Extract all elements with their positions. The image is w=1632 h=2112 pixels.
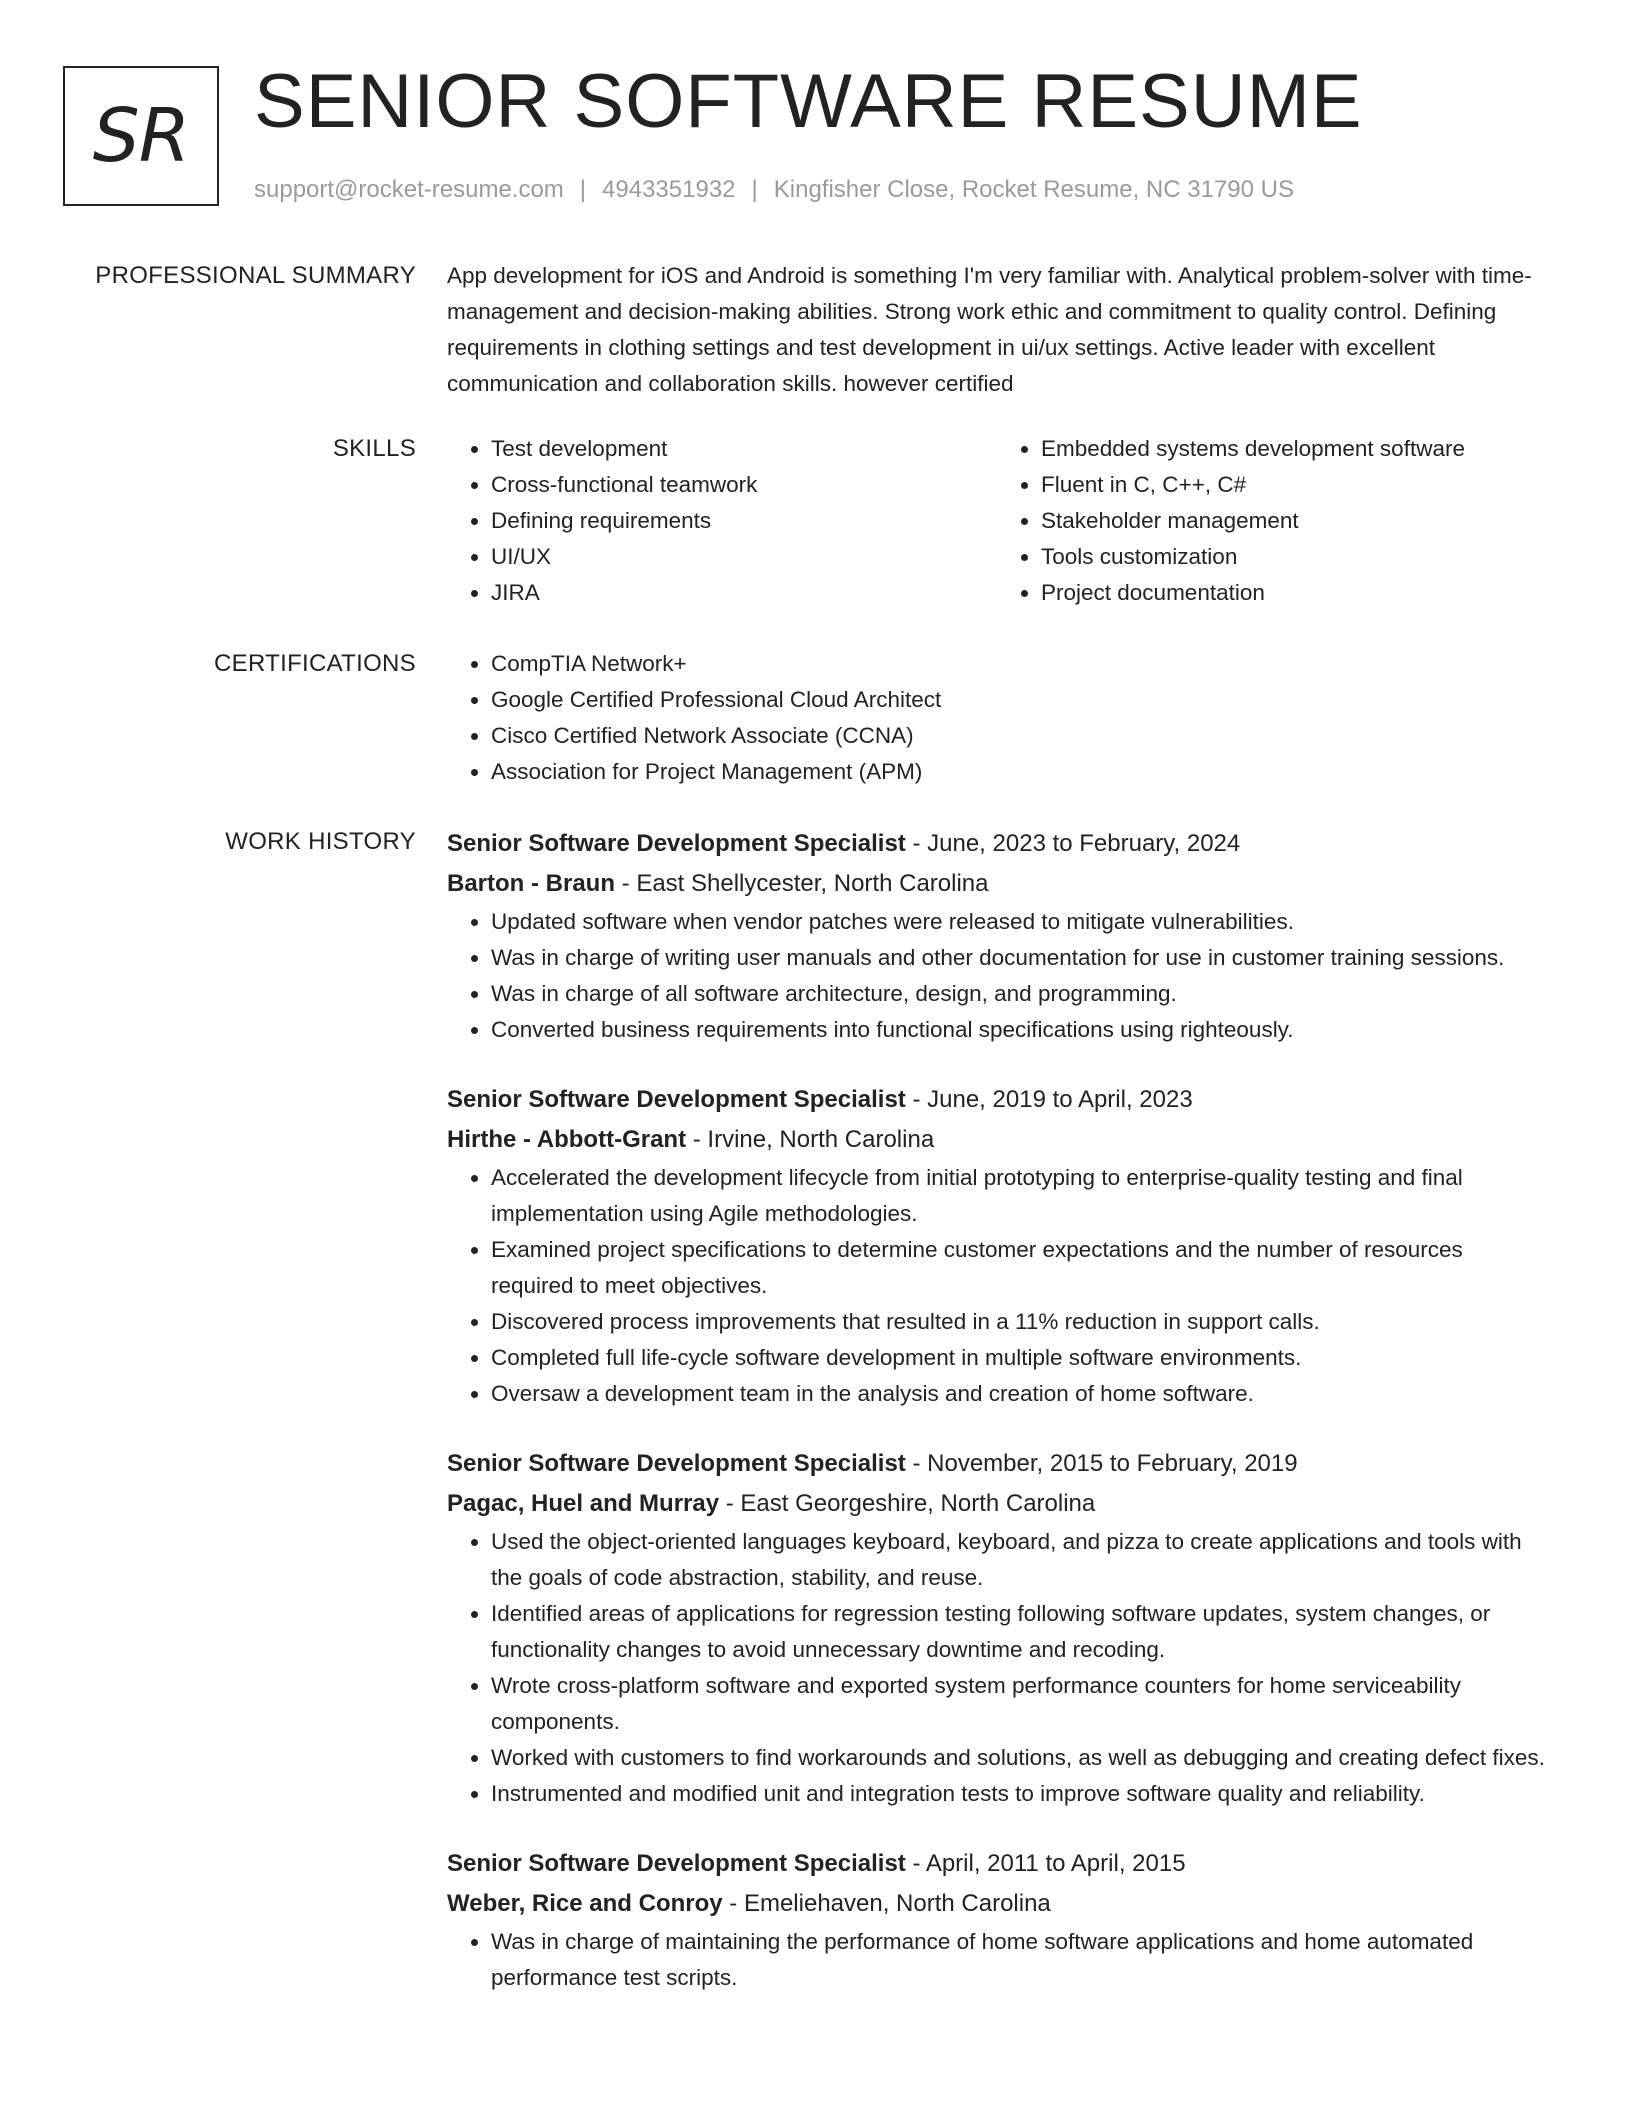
resume-title: SENIOR SOFTWARE RESUME (254, 59, 1363, 144)
job-bullet: • Accelerated the development lifecycle from initial prototyping to enterprise-quality testing and final implementation using Agile methodologies. (491, 1160, 1547, 1232)
job-role: Senior Software Development Specialist (447, 1850, 906, 1877)
contact-email: support@rocket-resume.com (254, 176, 564, 203)
monogram-badge (63, 66, 219, 206)
job-company-line (447, 1120, 1547, 1160)
job-dates: - June, 2019 to April, 2023 (905, 1086, 1193, 1113)
contact-separator: | (751, 176, 758, 203)
skills-list-right (997, 431, 1547, 611)
job-role-line (447, 1844, 1547, 1884)
section-title-summary: PROFESSIONAL SUMMARY (95, 262, 416, 289)
certification-item: • Association for Project Management (APM) (491, 754, 1547, 790)
job-bullet: • Used the object-oriented languages keyboard, keyboard, and pizza to create applications and tools with the goals of code abstraction, stability, and reuse. (491, 1524, 1547, 1596)
skill-item: • Embedded systems development software (1041, 431, 1547, 467)
skill-item: • Project documentation (1041, 575, 1547, 611)
job-bullet: • Was in charge of maintaining the performance of home software applications and home automated performance test scripts. (491, 1924, 1547, 1996)
skill-item: • Stakeholder management (1041, 503, 1547, 539)
section-title-skills: SKILLS (332, 435, 416, 462)
job-bullet: • Examined project specifications to determine customer expectations and the number of resources required to meet objectives. (491, 1232, 1547, 1304)
job-location: - East Georgeshire, North Carolina (719, 1490, 1096, 1517)
job-location: - Irvine, North Carolina (686, 1126, 935, 1153)
job-bullet: • Was in charge of writing user manuals and other documentation for use in customer training sessions. (491, 940, 1547, 976)
job-dates: - November, 2015 to February, 2019 (905, 1450, 1298, 1477)
job-role-line (447, 1444, 1547, 1484)
skill-item: • Fluent in C, C++, C# (1041, 467, 1547, 503)
job-bullets (447, 1160, 1547, 1412)
job-company: Pagac, Huel and Murray (447, 1490, 720, 1517)
job-bullets (447, 904, 1547, 1048)
job-bullet: • Updated software when vendor patches were released to mitigate vulnerabilities. (491, 904, 1547, 940)
job-company: Weber, Rice and Conroy (447, 1890, 723, 1917)
job-role: Senior Software Development Specialist (447, 1086, 906, 1113)
job-bullets (447, 1924, 1547, 1996)
certification-item: • CompTIA Network+ (491, 646, 1547, 682)
contact-address: Kingfisher Close, Rocket Resume, NC 31790 US (773, 176, 1294, 203)
job-entry (447, 824, 1547, 1048)
job-bullet: • Was in charge of all software architecture, design, and programming. (491, 976, 1547, 1012)
skill-item: • UI/UX (491, 539, 997, 575)
job-bullet: • Converted business requirements into functional specifications using righteously. (491, 1012, 1547, 1048)
skills-list-left (447, 431, 997, 611)
job-company: Barton - Braun (447, 870, 615, 897)
section-title-work: WORK HISTORY (225, 828, 416, 855)
job-role: Senior Software Development Specialist (447, 830, 906, 857)
job-bullet: • Completed full life-cycle software development in multiple software environments. (491, 1340, 1547, 1376)
job-company: Hirthe - Abbott-Grant (447, 1126, 687, 1153)
contact-phone: 4943351932 (602, 176, 736, 203)
job-bullet: • Oversaw a development team in the analysis and creation of home software. (491, 1376, 1547, 1412)
job-entry (447, 1444, 1547, 1812)
job-bullet: • Identified areas of applications for regression testing following software updates, system changes, or functionality changes to avoid unnecessary downtime and recoding. (491, 1596, 1547, 1668)
job-company-line (447, 1884, 1547, 1924)
certification-item: • Cisco Certified Network Associate (CCNA) (491, 718, 1547, 754)
skill-item: • Test development (491, 431, 997, 467)
job-bullet: • Wrote cross-platform software and exported system performance counters for home serviceability components. (491, 1668, 1547, 1740)
work-history-body (447, 824, 1547, 2028)
job-company-line (447, 1484, 1547, 1524)
section-title-certifications: CERTIFICATIONS (214, 650, 416, 677)
job-bullet: • Worked with customers to find workarounds and solutions, as well as debugging and creating defect fixes. (491, 1740, 1547, 1776)
skill-item: • Defining requirements (491, 503, 997, 539)
job-location: - Emeliehaven, North Carolina (722, 1890, 1051, 1917)
job-role-line (447, 824, 1547, 864)
skill-item: • Cross-functional teamwork (491, 467, 997, 503)
certifications-list (447, 646, 1547, 790)
job-company-line (447, 864, 1547, 904)
skill-item: • Tools customization (1041, 539, 1547, 575)
job-entry (447, 1080, 1547, 1412)
monogram-initials: SR (92, 93, 190, 179)
job-dates: - June, 2023 to February, 2024 (905, 830, 1241, 857)
job-role-line (447, 1080, 1547, 1120)
summary-body (447, 258, 1547, 402)
job-dates: - April, 2011 to April, 2015 (905, 1850, 1186, 1877)
summary-text: App development for iOS and Android is something I'm very familiar with. Analytical problem-solver with time-management and decision-making abilities. Strong work ethic and commitment to quality control. Defining requirements in clothing settings and test development in ui/ux settings. Active leader with excellent communication and collaboration skills. however certified (447, 263, 1532, 396)
skills-body (447, 431, 1547, 611)
contact-separator: | (579, 176, 587, 203)
skill-item: • JIRA (491, 575, 997, 611)
job-bullet: • Instrumented and modified unit and integration tests to improve software quality and reliability. (491, 1776, 1547, 1812)
contact-line (254, 174, 1294, 206)
job-entry (447, 1844, 1547, 1996)
job-location: - East Shellycester, North Carolina (615, 870, 989, 897)
job-bullets (447, 1524, 1547, 1812)
certification-item: • Google Certified Professional Cloud Architect (491, 682, 1547, 718)
job-bullet: • Discovered process improvements that resulted in a 11% reduction in support calls. (491, 1304, 1547, 1340)
job-role: Senior Software Development Specialist (447, 1450, 906, 1477)
certifications-body (447, 646, 1547, 790)
